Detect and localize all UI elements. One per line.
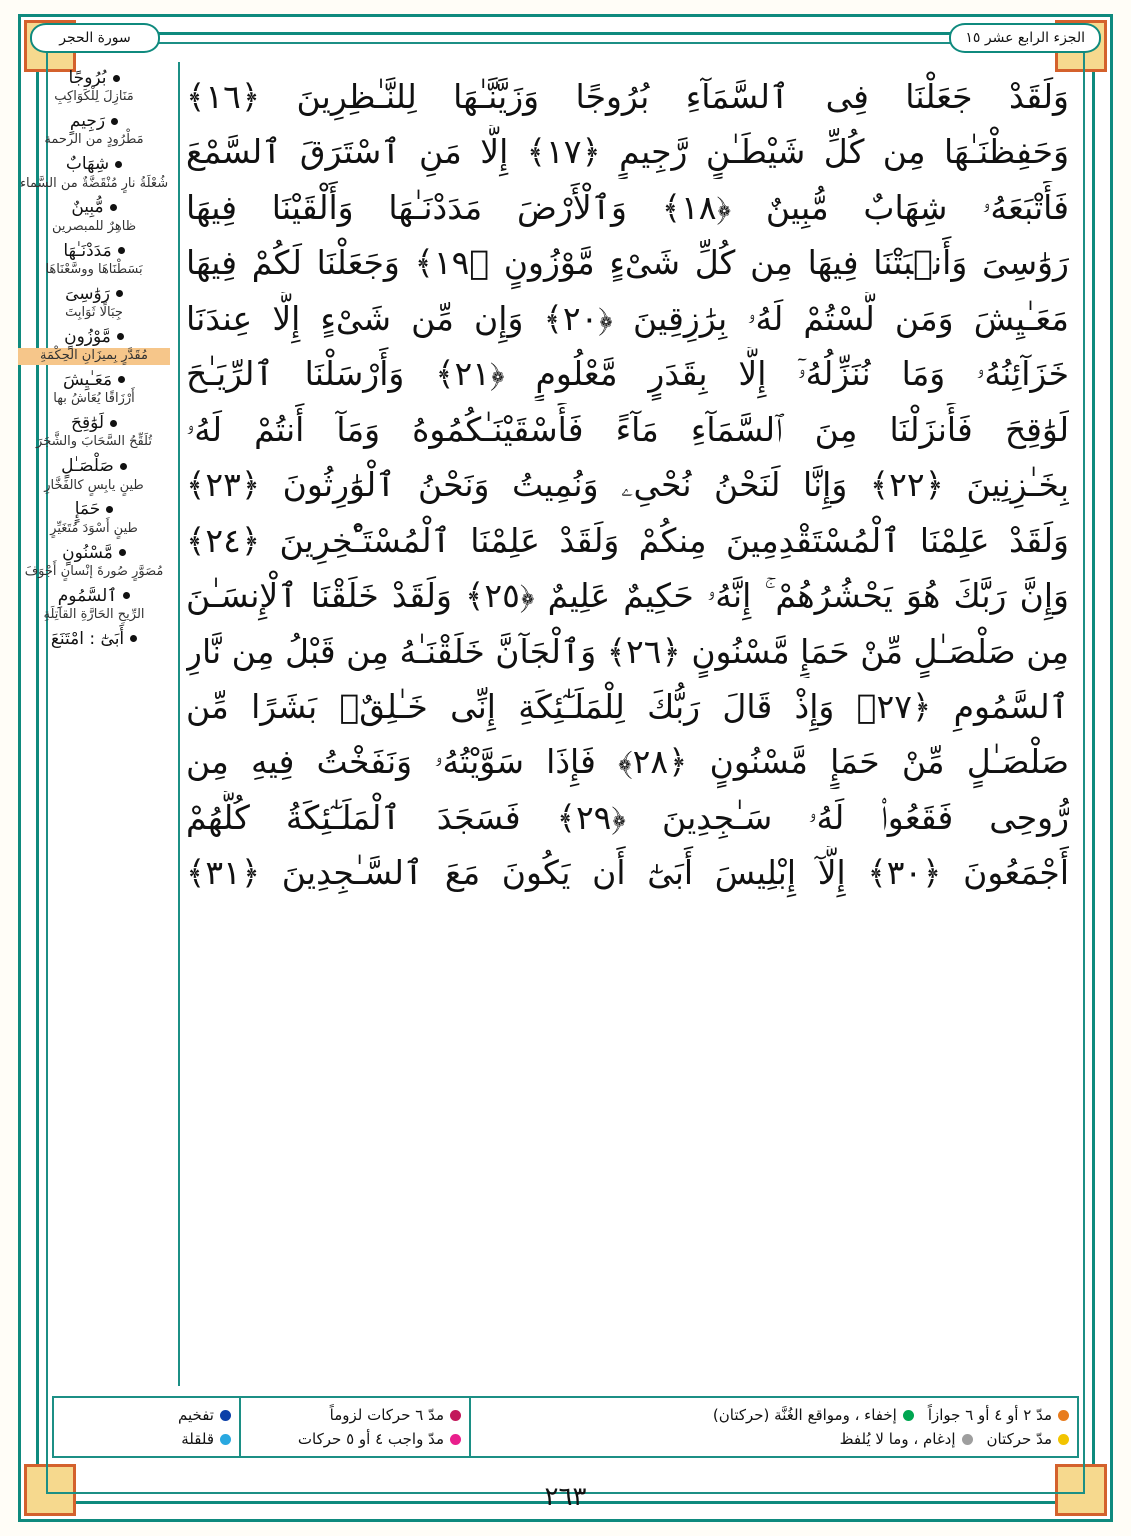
glossary-item	[18, 111, 170, 149]
bullet-icon	[110, 420, 117, 427]
glossary-term-text: مَدَدْنَـٰهَا	[63, 240, 112, 261]
legend-label: تفخيم	[178, 1406, 214, 1424]
surah-label-text: سورة الحجر	[59, 30, 131, 46]
glossary-definition: مَنَازِلَ لِلْكَوَاكِبِ	[54, 89, 134, 105]
glossary-definition: مُصَوَّرٍ صُورةَ إنْسانٍ أَجْوَفَ	[24, 563, 164, 579]
glossary-term	[18, 499, 170, 520]
bullet-icon	[118, 247, 125, 254]
bullet-icon	[130, 635, 137, 642]
glossary-item	[18, 456, 170, 494]
quran-text-column	[178, 62, 1079, 1386]
glossary-definition: أَرْزَاقًا يُعَاشُ بها	[53, 391, 135, 407]
glossary-term-text: مَّسْنُونٍ	[62, 542, 113, 563]
glossary-definition: طينٍ يابِسٍ كالفَخَّارِ	[44, 477, 144, 493]
glossary-term	[18, 284, 170, 305]
glossary-term-text: أَبَىٰٓ : امْتَنَعَ	[50, 628, 125, 649]
glossary-definition: مَطْرُودٍ من الرحمة	[44, 132, 144, 148]
legend-item	[713, 1406, 914, 1424]
bullet-icon	[111, 118, 118, 125]
glossary-term	[18, 413, 170, 434]
glossary-item	[18, 154, 170, 192]
surah-label-cartouche	[30, 23, 160, 53]
glossary-item-highlighted	[18, 327, 170, 365]
bullet-icon	[116, 290, 123, 297]
glossary-term	[18, 154, 170, 175]
legend-label: مدّ ٢ أو ٤ أو ٦ جوازاً	[927, 1406, 1052, 1424]
glossary-term	[18, 370, 170, 391]
glossary-term	[18, 543, 170, 564]
glossary-item	[18, 499, 170, 537]
glossary-term	[18, 197, 170, 218]
legend-color-swatch	[1058, 1434, 1069, 1445]
glossary-item	[18, 197, 170, 235]
glossary-term-text: لَوَٰقِحَ	[70, 413, 105, 434]
glossary-definition: طينٍ أَسْوَدَ مُتَغَيِّرٍ	[50, 520, 138, 536]
legend-group-rules	[469, 1398, 1077, 1456]
glossary-definition: ظاهِرٌ للمبصرين	[51, 218, 137, 234]
legend-row	[62, 1430, 231, 1448]
glossary-column	[10, 62, 178, 1386]
ayah-line: وَإِنَّ رَبَّكَ هُوَ يَحْشُرُهُمْ ۚ إِنَّهُۥ حَكِيمٌ عَلِيمٌ ﴿٢٥﴾ وَلَقَدْ خَلَقْنَا ٱلْإِنسَـٰنَ	[186, 576, 1069, 616]
glossary-item	[18, 413, 170, 451]
legend-label: قلقلة	[181, 1430, 214, 1448]
bullet-icon	[120, 463, 127, 470]
glossary-definition: بَسَطْنَاهَا ووسَّعْنَاهَا	[45, 261, 143, 277]
ayah-line: فَأَتْبَعَهُۥ شِهَابٌ مُّبِينٌ ﴿١٨﴾ وَٱلْأَرْضَ مَدَدْنَـٰهَا وَأَلْقَيْنَا فِيهَا	[186, 187, 1069, 227]
legend-color-swatch	[903, 1410, 914, 1421]
bullet-icon	[115, 161, 122, 168]
glossary-term-text: بُرُوجًا	[68, 68, 107, 88]
glossary-definition-highlight: مُقَدَّرٍ بِميزَانِ الحِكْمَةِ	[18, 348, 170, 365]
glossary-term-text: رَجِيمٍ	[69, 111, 106, 132]
glossary-term	[18, 586, 170, 607]
page-number: ٢٦٣	[544, 1482, 587, 1512]
ayah-line: خَزَآئِنُهُۥ وَمَا نُنَزِّلُهُۥٓ إِلَّا بِقَدَرٍ مَّعْلُومٍ ﴿٢١﴾ وَأَرْسَلْنَا ٱلرِّيَـٰحَ	[186, 354, 1069, 394]
legend-label: مدّ واجب ٤ أو ٥ حركات	[297, 1430, 444, 1448]
juz-label-text: الجزء الرابع عشر ١٥	[965, 30, 1085, 46]
glossary-item	[18, 586, 170, 624]
bullet-icon	[123, 592, 130, 599]
glossary-term	[18, 68, 170, 89]
legend-row	[479, 1430, 1069, 1448]
legend-group-madd	[239, 1398, 469, 1456]
legend-item	[178, 1406, 231, 1424]
glossary-definition: الرِّيحِ الحَارَّةِ القاتِلَةِ	[43, 606, 145, 622]
ayah-line: مَعَـٰيِشَ وَمَن لَّسْتُمْ لَهُۥ بِرَٰزِقِينَ ﴿٢٠﴾ وَإِن مِّن شَىْءٍ إِلَّا عِندَنَا	[186, 298, 1069, 338]
tajweed-legend	[52, 1396, 1079, 1458]
glossary-definition: جِبَالًا ثَوَابِتَ	[65, 304, 123, 320]
glossary-item	[18, 370, 170, 408]
legend-color-swatch	[962, 1434, 973, 1445]
bullet-icon	[113, 75, 120, 82]
legend-label: إخفاء ، ومواقع الغُنَّة (حركتان)	[712, 1406, 897, 1424]
legend-row	[249, 1406, 461, 1424]
glossary-term-text: ٱلسَّمُومِ	[57, 585, 118, 606]
legend-color-swatch	[450, 1410, 461, 1421]
glossary-item	[18, 543, 170, 581]
ayah-line: صَلْصَـٰلٍ مِّنْ حَمَإٍ مَّسْنُونٍ ﴿٢٨﴾ فَإِذَا سَوَّيْتُهُۥ وَنَفَخْتُ فِيهِ مِن	[186, 742, 1069, 782]
bullet-icon	[110, 204, 117, 211]
bullet-icon	[106, 506, 113, 513]
legend-color-swatch	[220, 1434, 231, 1445]
glossary-definition: تُلَقِّحُ السَّحَابَ والشَّجَرَ	[36, 434, 152, 450]
page-header	[24, 20, 1107, 56]
legend-row	[62, 1406, 231, 1424]
legend-item	[181, 1430, 231, 1448]
ayah-line: بِخَـٰزِنِينَ ﴿٢٢﴾ وَإِنَّا لَنَحْنُ نُحْىِۦ وَنُمِيتُ وَنَحْنُ ٱلْوَٰرِثُونَ ﴿٢٣﴾	[186, 465, 1069, 505]
ayah-line: ٱلسَّمُومِ ﴿٢٧﴾ وَإِذْ قَالَ رَبُّكَ لِلْمَلَـٰٓئِكَةِ إِنِّى خَـٰلِقٌۢ بَشَرًا مِّن	[186, 686, 1069, 726]
legend-label: إدغام ، وما لا يُلفظ	[839, 1430, 956, 1448]
glossary-term	[18, 629, 170, 650]
legend-item	[330, 1406, 461, 1424]
bullet-icon	[119, 549, 126, 556]
glossary-term-text: مَّوْزُونٍ	[64, 326, 111, 347]
glossary-definition: شُعْلَةُ نارٍ مُنْقَضَّةٌ من السَّماء	[19, 175, 169, 191]
ayah-line: مِن صَلْصَـٰلٍ مِّنْ حَمَإٍ مَّسْنُونٍ ﴿٢٦﴾ وَٱلْجَآنَّ خَلَقْنَـٰهُ مِن قَبْلُ مِن نَّارِ	[186, 631, 1069, 671]
glossary-term-text: مُّبِينٌ	[71, 197, 104, 218]
legend-item	[298, 1430, 461, 1448]
bullet-icon	[118, 376, 125, 383]
bullet-icon	[117, 333, 124, 340]
ayah-line: وَحَفِظْنَـٰهَا مِن كُلِّ شَيْطَـٰنٍ رَّجِيمٍ ﴿١٧﴾ إِلَّا مَنِ ٱسْتَرَقَ ٱلسَّمْعَ	[186, 132, 1069, 172]
glossary-term	[18, 111, 170, 132]
legend-group-other	[54, 1398, 239, 1456]
glossary-term-text: شِهَابٌ	[65, 154, 110, 175]
ayah-line: وَلَقَدْ عَلِمْنَا ٱلْمُسْتَقْدِمِينَ مِنكُمْ وَلَقَدْ عَلِمْنَا ٱلْمُسْتَـْٔخِرِينَ ﴿٢٤﴾	[186, 520, 1069, 560]
glossary-term-text: رَوَٰسِىَ	[65, 283, 110, 304]
glossary-item	[18, 68, 170, 106]
glossary-term-text: حَمَإٍ	[74, 499, 101, 520]
juz-label-cartouche	[949, 23, 1101, 53]
glossary-item	[18, 629, 170, 650]
legend-color-swatch	[1058, 1410, 1069, 1421]
legend-color-swatch	[450, 1434, 461, 1445]
ayah-line: لَوَٰقِحَ فَأَنزَلْنَا مِنَ ٱلسَّمَآءِ مَآءً فَأَسْقَيْنَـٰكُمُوهُ وَمَآ أَنتُمْ لَهُۥ	[186, 409, 1069, 449]
legend-color-swatch	[220, 1410, 231, 1421]
ayah-line: وَلَقَدْ جَعَلْنَا فِى ٱلسَّمَآءِ بُرُوجًا وَزَيَّنَّـٰهَا لِلنَّـٰظِرِينَ ﴿١٦﴾	[186, 77, 1069, 116]
glossary-item	[18, 241, 170, 279]
legend-item	[987, 1430, 1069, 1448]
legend-label: مدّ ٦ حركات لزوماً	[329, 1406, 444, 1424]
glossary-term-text: مَعَـٰيِشَ	[62, 369, 113, 390]
glossary-term	[18, 241, 170, 262]
ayah-line: رَوَٰسِىَ وَأَنۢبَتْنَا فِيهَا مِن كُلِّ شَىْءٍ مَّوْزُونٍ ﴿١٩﴾ وَجَعَلْنَا لَكُمْ فِيهَا	[186, 243, 1069, 283]
ayah-line: أَجْمَعُونَ ﴿٣٠﴾ إِلَّآ إِبْلِيسَ أَبَىٰٓ أَن يَكُونَ مَعَ ٱلسَّـٰجِدِينَ ﴿٣١﴾	[186, 853, 1069, 893]
glossary-term	[18, 456, 170, 477]
glossary-term	[18, 327, 170, 348]
legend-row	[249, 1430, 461, 1448]
legend-row	[479, 1406, 1069, 1424]
glossary-term-text: صَلْصَـٰلٍ	[61, 456, 114, 477]
page-body	[19, 62, 1079, 1386]
legend-item	[840, 1430, 973, 1448]
glossary-item	[18, 284, 170, 322]
ayah-line: رُّوحِى فَقَعُوا۟ لَهُۥ سَـٰجِدِينَ ﴿٢٩﴾ فَسَجَدَ ٱلْمَلَـٰٓئِكَةُ كُلُّهُمْ	[186, 797, 1069, 837]
legend-label: مدّ حركتان	[986, 1430, 1052, 1448]
legend-item	[928, 1406, 1069, 1424]
